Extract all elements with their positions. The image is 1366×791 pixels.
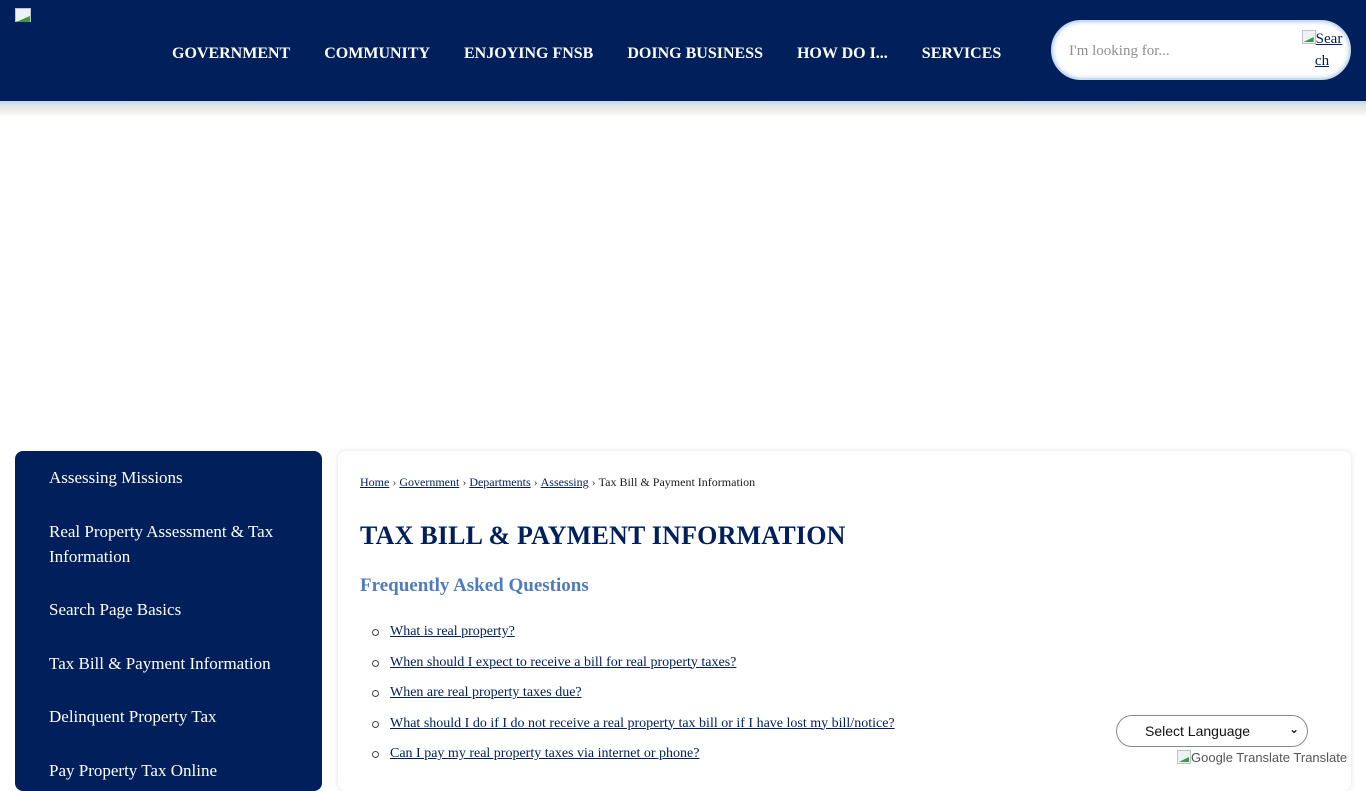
circle-bullet-icon bbox=[372, 721, 379, 728]
site-header bbox=[0, 0, 1366, 101]
main-nav bbox=[155, 40, 1018, 68]
sidebar-item-real-property-assessment[interactable]: Real Property Assessment & Tax Information bbox=[49, 522, 274, 566]
nav-community[interactable]: COMMUNITY bbox=[324, 45, 430, 62]
circle-bullet-icon bbox=[372, 690, 379, 697]
google-translate-logo-icon bbox=[1177, 750, 1191, 764]
sidebar-item-assessing-missions[interactable]: Assessing Missions bbox=[49, 468, 183, 487]
breadcrumb-departments[interactable]: Departments bbox=[469, 475, 531, 489]
faq-link-lost-bill[interactable]: What should I do if I do not receive a real property tax bill or if I have lost my bill/notice? bbox=[390, 715, 895, 731]
nav-government[interactable]: GOVERNMENT bbox=[172, 45, 291, 62]
breadcrumb-separator: › bbox=[533, 475, 538, 489]
sidebar-item-pay-property-tax-online[interactable]: Pay Property Tax Online bbox=[49, 761, 217, 780]
search-box bbox=[1051, 20, 1351, 80]
breadcrumb-assessing[interactable]: Assessing bbox=[540, 475, 589, 489]
google-translate-alt: Google Translate bbox=[1191, 750, 1291, 765]
translate-label: Translate bbox=[1293, 750, 1348, 765]
circle-bullet-icon bbox=[372, 751, 379, 758]
circle-bullet-icon bbox=[372, 629, 379, 636]
sidebar-nav bbox=[15, 451, 322, 791]
header-shadow bbox=[0, 101, 1366, 117]
chevron-down-icon: ⌄ bbox=[1288, 722, 1299, 736]
breadcrumb-separator: › bbox=[392, 475, 397, 489]
breadcrumb-home[interactable]: Home bbox=[360, 475, 390, 489]
language-select-label: Select Language bbox=[1145, 723, 1251, 739]
sidebar-item-tax-bill-payment[interactable]: Tax Bill & Payment Information bbox=[49, 654, 271, 673]
search-input[interactable] bbox=[1069, 38, 1289, 64]
breadcrumb-government[interactable]: Government bbox=[399, 475, 460, 489]
breadcrumb-separator: › bbox=[462, 475, 467, 489]
breadcrumb-separator: › bbox=[591, 475, 596, 489]
faq-link-pay-online-phone[interactable]: Can I pay my real property taxes via internet or phone? bbox=[390, 746, 700, 761]
faq-link-when-taxes-due[interactable]: When are real property taxes due? bbox=[390, 685, 582, 700]
faq-item bbox=[360, 743, 895, 774]
faq-item bbox=[360, 652, 895, 683]
faq-link-when-expect-bill[interactable]: When should I expect to receive a bill for real property taxes? bbox=[390, 654, 737, 670]
faq-list bbox=[360, 621, 895, 774]
sidebar-item-search-page-basics[interactable]: Search Page Basics bbox=[49, 600, 182, 619]
faq-heading: Frequently Asked Questions bbox=[360, 575, 589, 596]
page-title: TAX BILL & PAYMENT INFORMATION bbox=[360, 521, 846, 550]
nav-services[interactable]: SERVICES bbox=[921, 45, 1002, 62]
nav-doing-business[interactable]: DOING BUSINESS bbox=[627, 45, 763, 62]
nav-enjoying-fnsb[interactable]: ENJOYING FNSB bbox=[464, 45, 594, 62]
faq-item bbox=[360, 682, 895, 713]
search-icon bbox=[1302, 30, 1316, 44]
faq-item bbox=[360, 713, 895, 744]
search-button[interactable] bbox=[1299, 28, 1345, 72]
search-button-label-1: Sear bbox=[1315, 31, 1343, 47]
site-logo[interactable] bbox=[15, 8, 31, 24]
breadcrumb bbox=[360, 475, 755, 490]
language-select[interactable] bbox=[1116, 715, 1308, 747]
sidebar-item-delinquent-property-tax[interactable]: Delinquent Property Tax bbox=[49, 707, 217, 726]
faq-link-what-is-real-property[interactable]: What is real property? bbox=[390, 624, 515, 639]
search-button-label-2: ch bbox=[1314, 53, 1330, 69]
breadcrumb-current: Tax Bill & Payment Information bbox=[598, 475, 756, 489]
nav-how-do-i[interactable]: HOW DO I... bbox=[796, 45, 888, 62]
google-translate-credit[interactable] bbox=[1177, 750, 1347, 765]
circle-bullet-icon bbox=[372, 660, 379, 667]
faq-item bbox=[360, 621, 895, 652]
